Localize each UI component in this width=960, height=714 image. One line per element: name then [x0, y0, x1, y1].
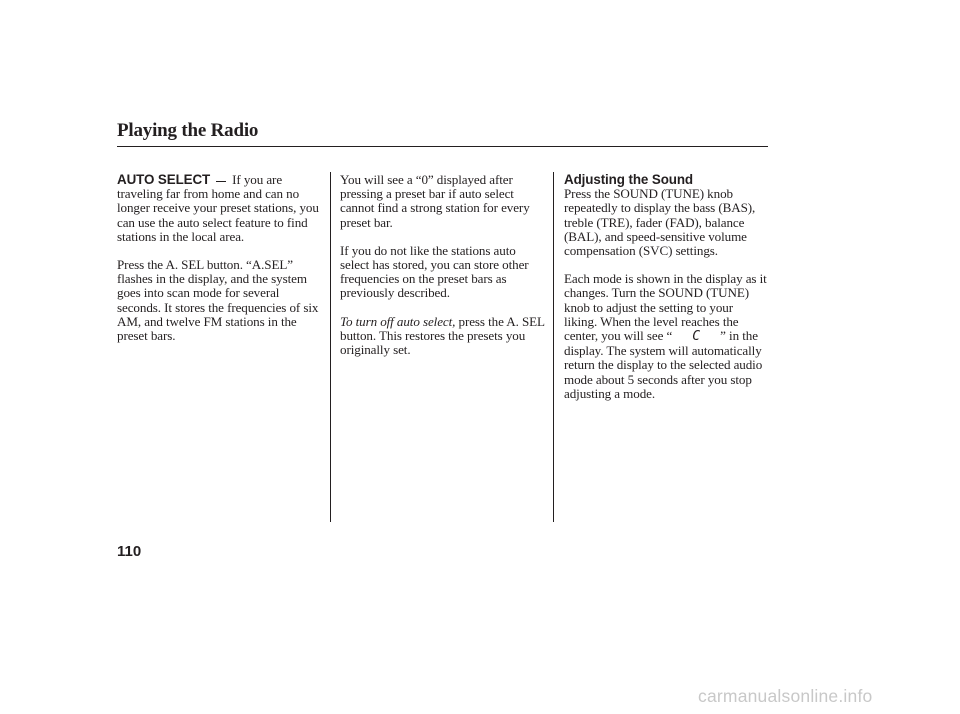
preset-zero-paragraph: You will see a “0” displayed after pressing a preset bar if auto select cannot find a strong station for every preset bar. — [340, 172, 530, 230]
column-divider-2 — [553, 172, 554, 522]
store-frequencies-paragraph: If you do not like the stations auto select has stored, you can store other frequencies on the preset bars as previously described. — [340, 242, 529, 301]
auto-select-intro-text: If you are traveling far from home and can no longer receive your preset stations, you can use the auto select feature to find stations in the local area. — [117, 172, 319, 244]
column-auto-select-continued — [340, 173, 548, 371]
adjusting-sound-heading: Adjusting the Sound — [564, 172, 694, 187]
title-rule — [117, 146, 768, 147]
page-number: 110 — [117, 543, 142, 560]
mode-display-text-after: ” in the display. The system will automatically return the display to the selected audio mode about 5 seconds after you stop adjusting a mode. — [564, 328, 763, 401]
auto-select-heading: AUTO SELECT — [117, 172, 211, 187]
auto-select-paragraph-1 — [117, 173, 325, 244]
turn-off-text: press the A. SEL button. This restores the presets you originally set. — [340, 313, 545, 358]
page-title: Playing the Radio — [117, 120, 259, 141]
column-auto-select — [117, 173, 325, 357]
watermark-link[interactable]: carmanualsonline.info — [698, 686, 873, 706]
center-level-symbol: C — [692, 329, 701, 345]
column-adjusting-sound — [564, 173, 769, 415]
column-divider-1 — [330, 172, 331, 522]
sound-knob-paragraph: Press the SOUND (TUNE) knob repeatedly to display the bass (BAS), treble (TRE), fader (FAD), balance (BAL), and speed-sensitive volume compensation (SVC) settings. — [564, 186, 756, 259]
turn-off-paragraph — [340, 315, 548, 358]
mode-display-text-before: Each mode is shown in the display as it changes. Turn the SOUND (TUNE) knob to adjust the setting to your liking. When the level reaches the center, you will see “ — [564, 271, 767, 344]
mode-display-paragraph — [564, 272, 769, 401]
auto-select-paragraph-2: Press the A. SEL button. “A.SEL” flashes in the display, and the system goes into scan mode for several seconds. It stores the frequencies of six AM, and twelve FM stations in the preset bars. — [117, 257, 319, 344]
turn-off-lead: To turn off auto select, — [340, 313, 456, 329]
heading-dash — [216, 181, 226, 182]
